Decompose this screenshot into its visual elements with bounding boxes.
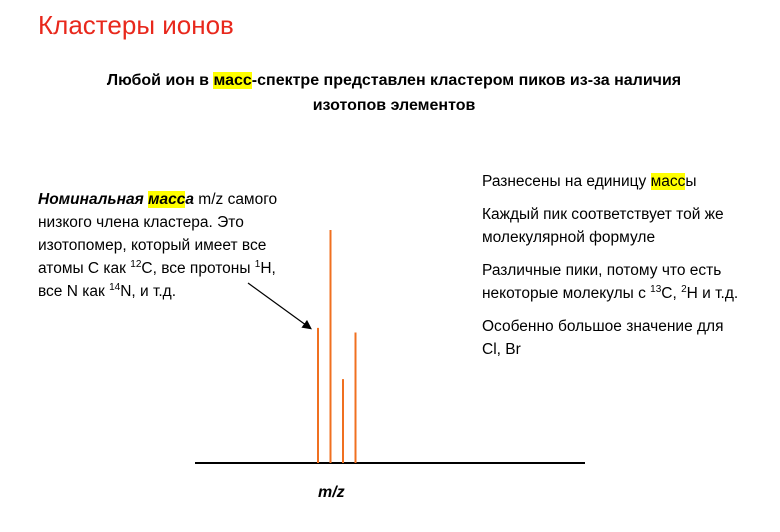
term-highlight: масс bbox=[148, 191, 186, 208]
p3-start: Различные пики, потому что есть некоторые молекулы с bbox=[482, 262, 722, 302]
note-text: m/z самого низкого члена кластера. Это изотопомер, который имеет все атомы С как bbox=[38, 191, 278, 277]
x-axis-label: m/z bbox=[318, 484, 345, 501]
p3-end: H и т.д. bbox=[686, 285, 739, 302]
sup-13: 13 bbox=[650, 283, 662, 295]
peak-cluster bbox=[318, 230, 356, 463]
sup-1: 1 bbox=[254, 258, 261, 270]
p1-text: Разнесены на единицу bbox=[482, 173, 651, 190]
sup-12: 12 bbox=[130, 258, 142, 270]
subtitle-part2: -спектре представлен кластером пиков из-за наличия изотопов элементов bbox=[251, 72, 682, 114]
sup-14: 14 bbox=[109, 281, 121, 293]
note-text-h: H, все N как bbox=[38, 260, 276, 300]
subtitle-part1: Любой ион в bbox=[106, 72, 214, 89]
note-cl-br: Особенно большое значение для Cl, Br bbox=[482, 318, 724, 358]
p1-end: ы bbox=[685, 173, 697, 190]
note-text-n: N, и т.д. bbox=[120, 283, 177, 300]
note-same-formula: Каждый пик соответствует той же молекулярной формуле bbox=[482, 206, 724, 246]
pointer-arrow bbox=[248, 283, 310, 328]
slide-title: Кластеры ионов bbox=[38, 10, 234, 40]
subtitle-highlight: масс bbox=[213, 72, 252, 89]
note-text-c: C, все протоны bbox=[141, 260, 255, 277]
p1-highlight: масс bbox=[650, 173, 686, 190]
term-part2: а bbox=[185, 191, 194, 208]
p3-mid: C, bbox=[661, 285, 682, 302]
term-part1: Номинальная bbox=[38, 191, 149, 208]
sup-2: 2 bbox=[681, 283, 687, 295]
